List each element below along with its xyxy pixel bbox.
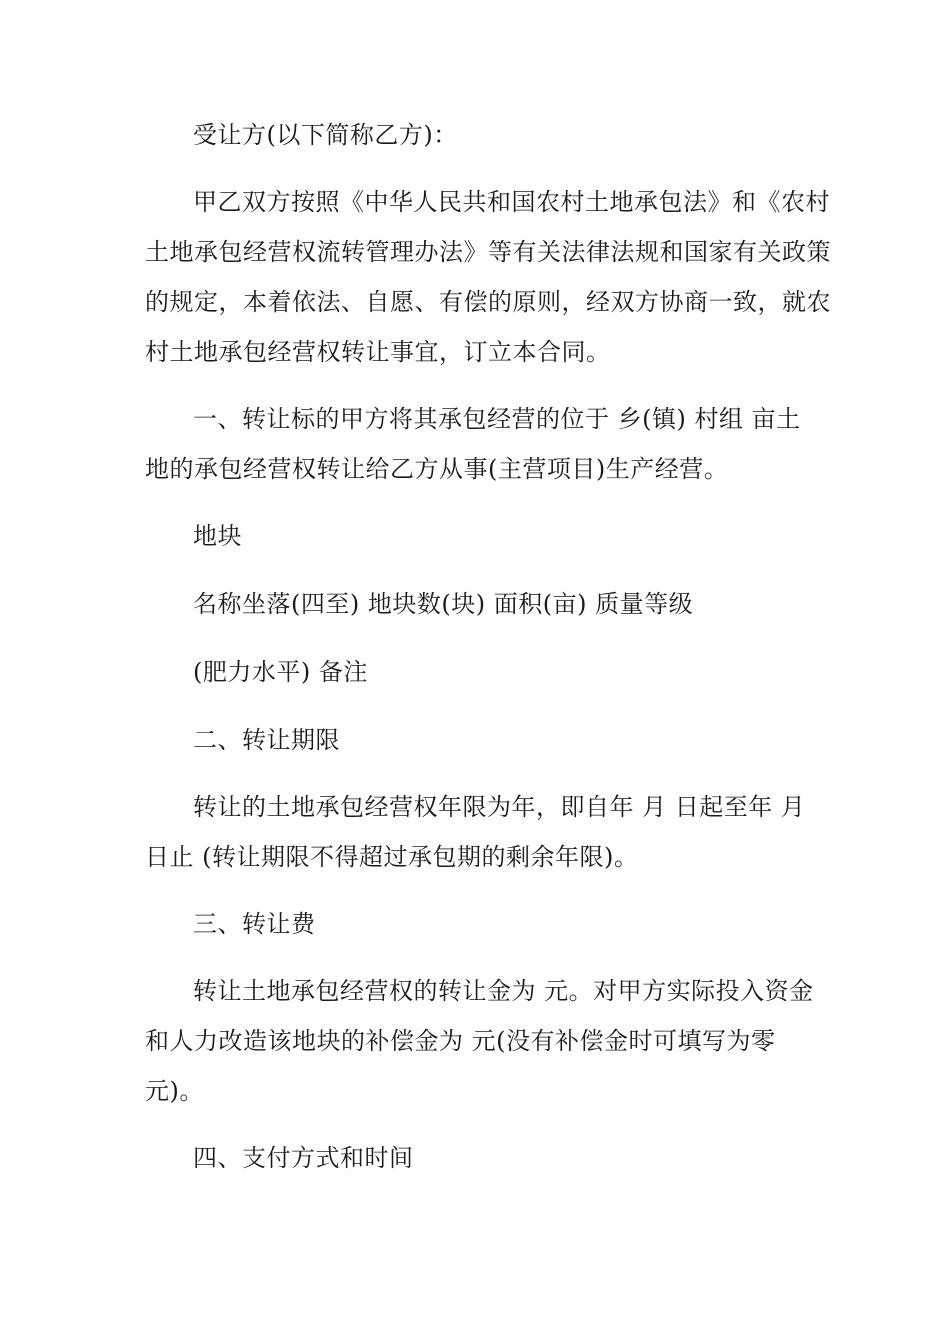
preamble-line-1: 甲乙双方按照《中华人民共和国农村土地承包法》和《农村 — [193, 188, 830, 216]
section-2-line-1: 转让的土地承包经营权年限为年，即自年 月 日起至年 月 — [193, 793, 806, 821]
section-3-line-2: 和人力改造该地块的补偿金为 元(没有补偿金时可填写为零 — [145, 1027, 776, 1055]
section-2-line-2: 日止 (转让期限不得超过承包期的剩余年限)。 — [145, 843, 639, 871]
section-2-heading: 二、转让期限 — [193, 726, 340, 754]
section-3-line-1: 转让土地承包经营权的转让金为 元。对甲方实际投入资金 — [193, 977, 814, 1005]
section-1-line-2: 地的承包经营权转让给乙方从事(主营项目)生产经营。 — [145, 455, 729, 483]
preamble-line-4: 村土地承包经营权转让事宜，订立本合同。 — [145, 338, 611, 366]
section-4-heading: 四、支付方式和时间 — [193, 1144, 414, 1172]
section-3-heading: 三、转让费 — [193, 910, 316, 938]
plot-columns-continued: (肥力水平) 备注 — [193, 658, 368, 686]
preamble-line-2: 土地承包经营权流转管理办法》等有关法律法规和国家有关政策 — [145, 238, 831, 266]
section-3-line-3: 元)。 — [145, 1077, 204, 1105]
plot-heading: 地块 — [193, 522, 242, 550]
plot-columns: 名称坐落(四至) 地块数(块) 面积(亩) 质量等级 — [193, 590, 694, 618]
party-b-label: 受让方(以下简称乙方)： — [193, 121, 458, 149]
section-1-line-1: 一、转让标的甲方将其承包经营的位于 乡(镇) 村组 亩土 — [193, 405, 801, 433]
preamble-line-3: 的规定，本着依法、自愿、有偿的原则，经双方协商一致，就农 — [145, 288, 831, 316]
